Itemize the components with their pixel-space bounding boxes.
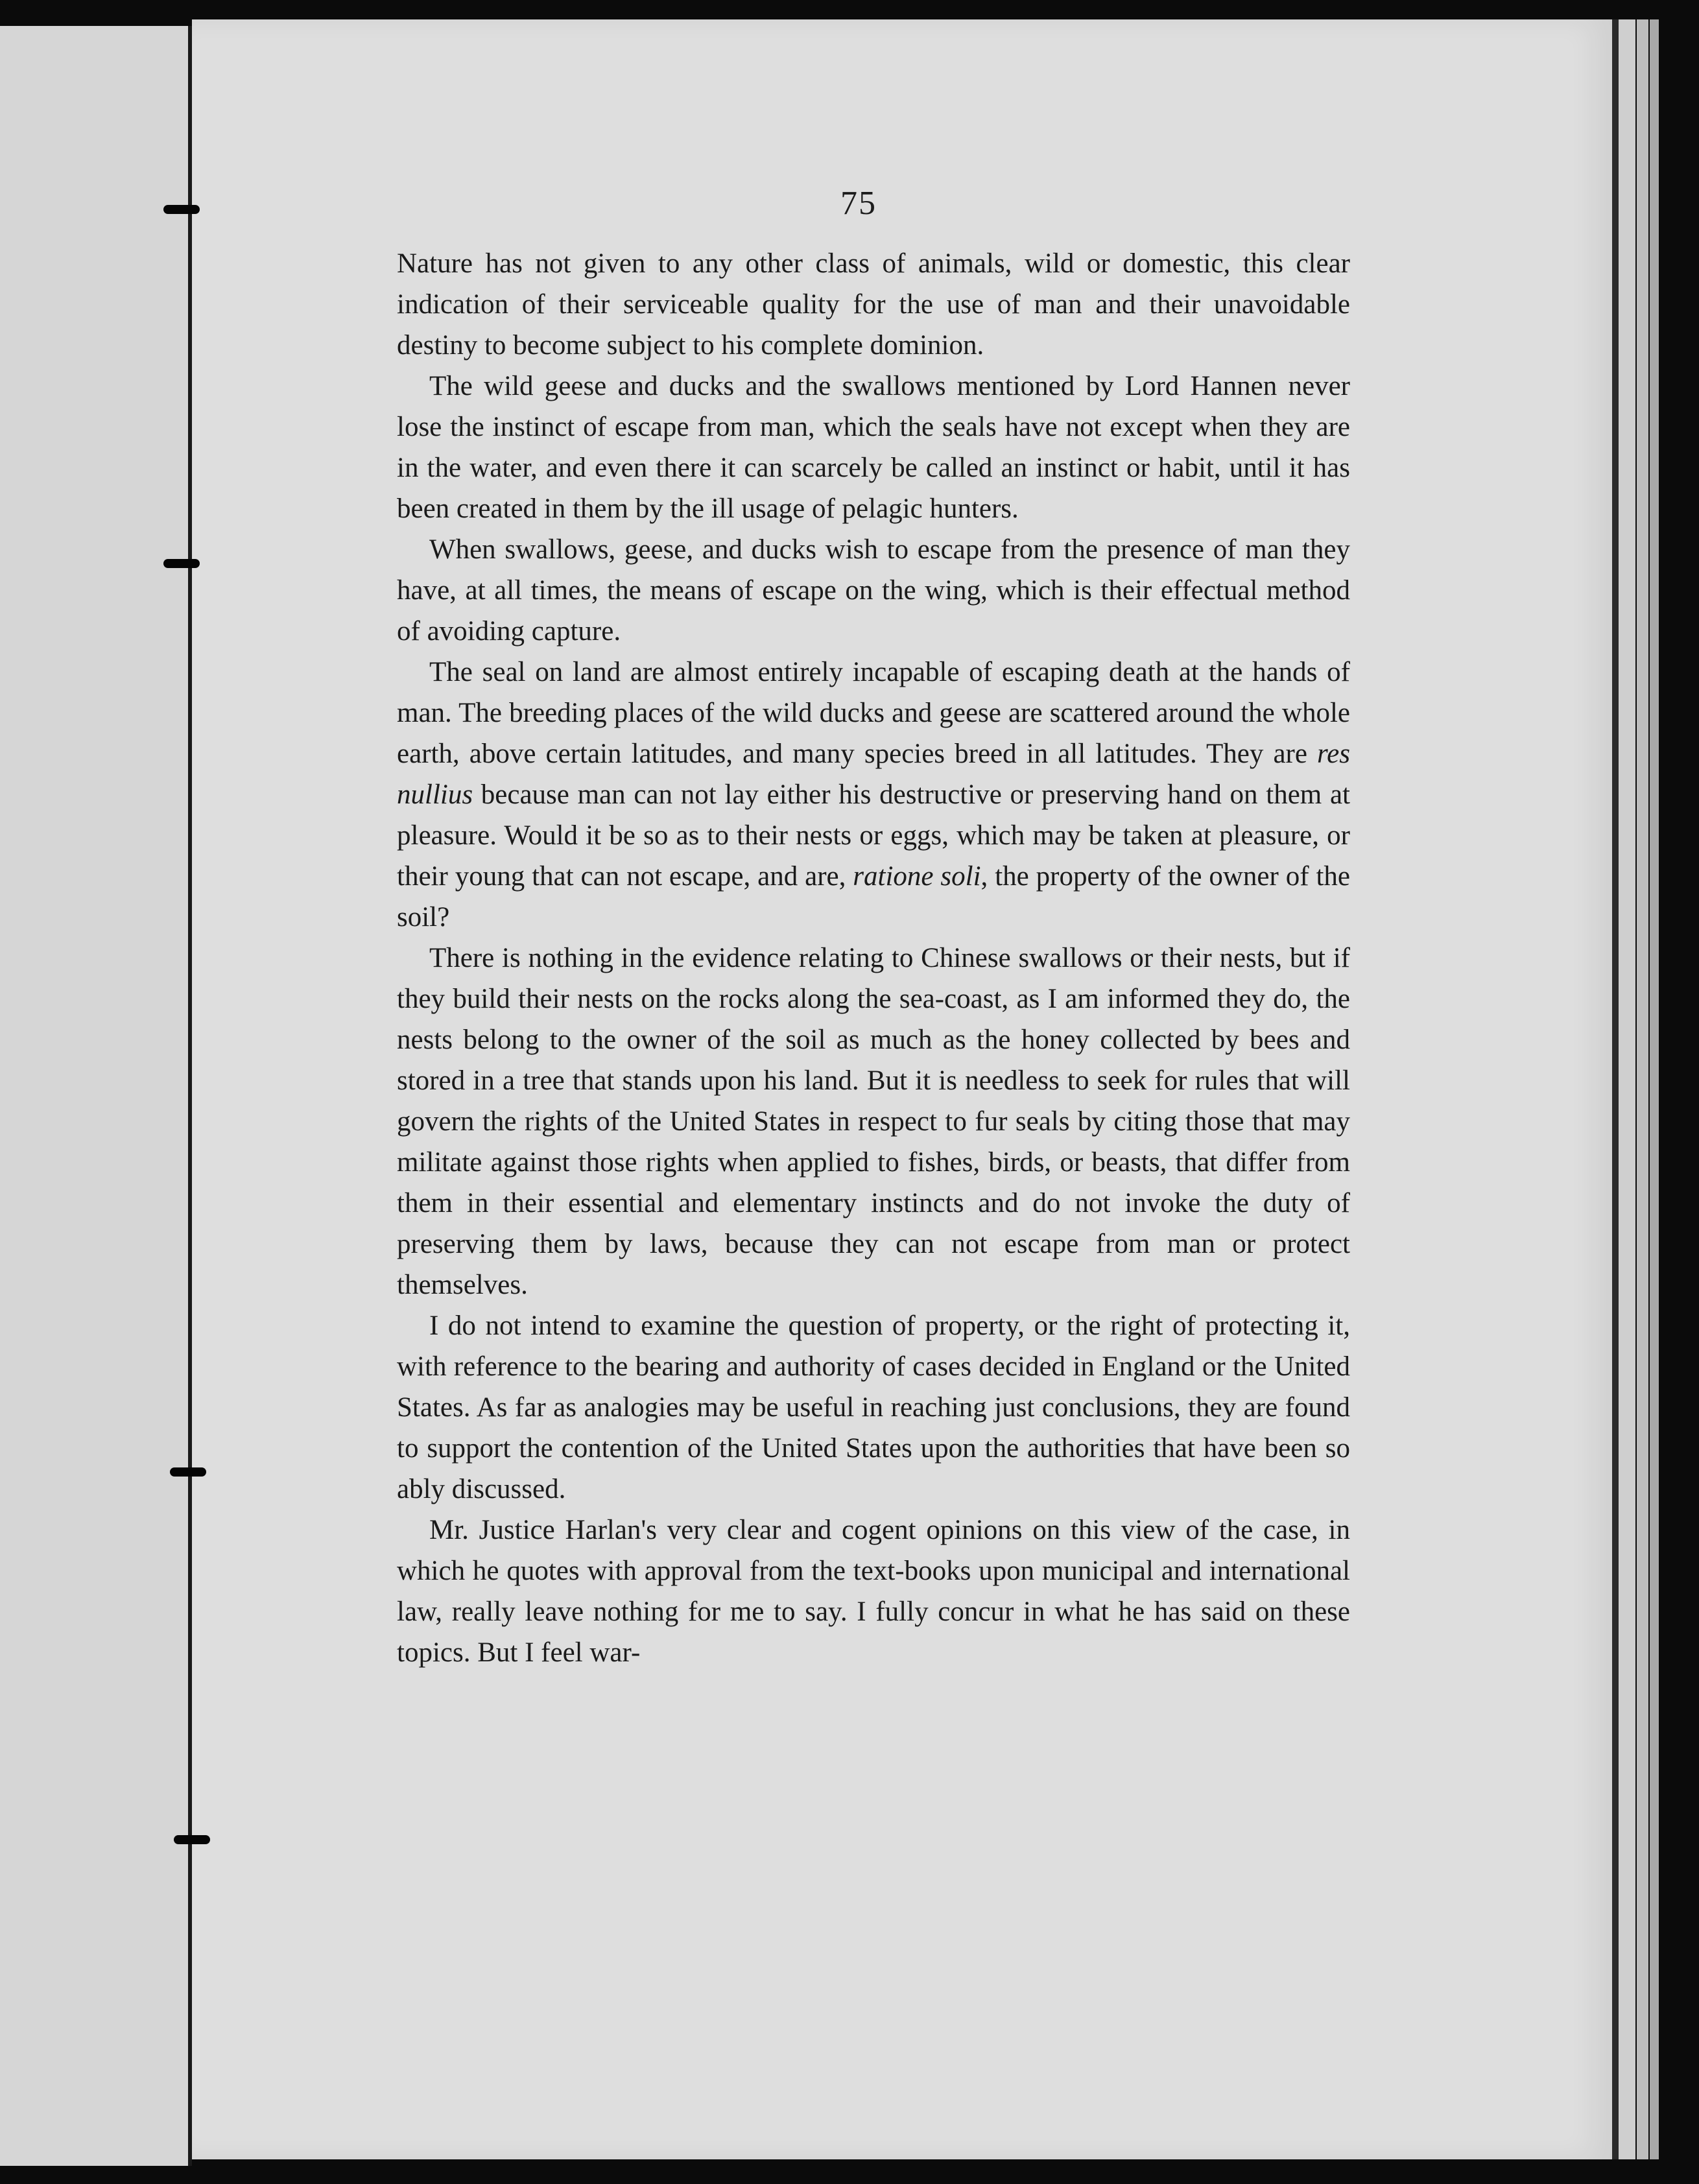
paragraph xyxy=(397,1305,1350,1510)
page-stack-edge xyxy=(1637,19,1648,2159)
text-run: The wild geese and ducks and the swallows mentioned by Lord Hannen never lose the instinct of escape from man, which the seals have not except when they are in the water, and even there it can scarcely be called an instinct or habit, until it has been created in them by the ill usage of pelagic hunters. xyxy=(397,371,1350,524)
page-stack-edge xyxy=(1650,19,1659,2159)
binding-hole xyxy=(163,559,200,568)
text-run: The seal on land are almost entirely incapable of escaping death at the hands of man. The breeding places of the wild ducks and geese are scattered around the whole earth, above certain latitudes, and many species breed in all latitudes. They are xyxy=(397,657,1350,769)
text-run: , the property of the owner of the soil? xyxy=(397,861,1350,932)
text-run: When swallows, geese, and ducks wish to escape from the presence of man they have, at all times, the means of escape on the wing, which is their effectual method of avoiding capture. xyxy=(397,534,1350,647)
text-run: There is nothing in the evidence relating to Chinese swallows or their nests, but if they build their nests on the rocks along the sea-coast, as I am informed they do, the nests belong to the owner of the soil as much as the honey collected by bees and stored in a tree that stands upon his land. But it is needless to seek for rules that will govern the rights of the United States in respect to fur seals by citing those that may militate against those rights when applied to fishes, birds, or beasts, that differ from them in their essential and elementary instincts and do not invoke the duty of preserving them by laws, because they can not escape from man or protect themselves. xyxy=(397,943,1350,1300)
body-text xyxy=(397,243,1350,1673)
binding-hole xyxy=(170,1467,206,1477)
paragraph xyxy=(397,938,1350,1305)
binding-hole xyxy=(163,205,200,214)
italic-phrase: res nullius xyxy=(397,739,1350,810)
paragraph xyxy=(397,366,1350,529)
page-number: 75 xyxy=(840,185,877,222)
paragraph xyxy=(397,243,1350,366)
text-run: I do not intend to examine the question of property, or the right of protecting it, with reference to the bearing and authority of cases decided in England or the United States. As far as analogies may be useful in reaching just conclusions, they are found to support the contention of the United States upon the authorities that have been so ably discussed. xyxy=(397,1311,1350,1504)
text-run: because man can not lay either his destructive or preserving hand on them at pleasure. Would it be so as to their nests or eggs, which may be taken at pleasure, or their young that can not escape, and are, xyxy=(397,779,1350,892)
binding-hole xyxy=(174,1835,210,1844)
italic-phrase: ratione soli xyxy=(853,861,981,892)
paragraph xyxy=(397,652,1350,938)
facing-page-edge xyxy=(0,26,192,2166)
text-run: Nature has not given to any other class of animals, wild or domestic, this clear indication of their serviceable quality for the use of man and their unavoidable destiny to become subject to his complete dominion. xyxy=(397,248,1350,361)
page-stack-edge xyxy=(1619,19,1635,2159)
text-run: Mr. Justice Harlan's very clear and cogent opinions on this view of the case, in which he quotes with approval from the text-books upon municipal and international law, really leave nothing for me to say. I fully concur in what he has said on these topics. But I feel war- xyxy=(397,1515,1350,1668)
paragraph xyxy=(397,529,1350,652)
paragraph xyxy=(397,1510,1350,1673)
